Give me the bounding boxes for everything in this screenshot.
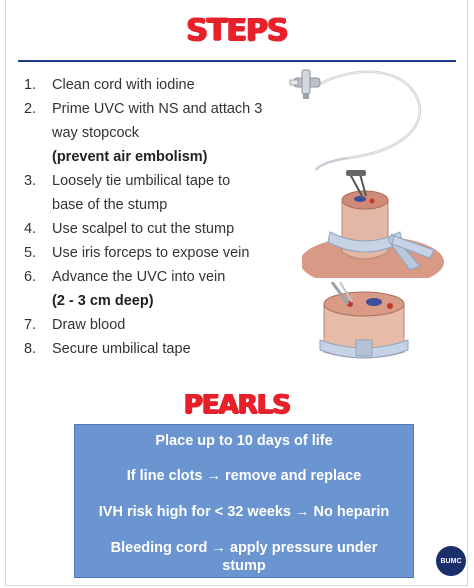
pearl-2: If line clots → remove and replace	[126, 468, 362, 484]
step-text: Loosely tie umbilical tape to	[52, 173, 231, 189]
pearl-4-continued: stump	[222, 558, 266, 574]
pearl-1: Place up to 10 days of life	[155, 433, 333, 449]
pearl-4: Bleeding cord → apply pressure under	[110, 540, 378, 556]
step-number: 6.	[24, 269, 37, 285]
step-text: Advance the UVC into vein	[52, 269, 226, 285]
title-divider	[18, 60, 456, 62]
catheter-vein-insertion-illustration	[314, 282, 414, 362]
step-note: (prevent air embolism)	[52, 149, 208, 165]
step-number: 8.	[24, 341, 37, 357]
bumc-logo: BUMC	[436, 546, 466, 576]
step-2	[24, 97, 284, 169]
step-number: 3.	[24, 173, 37, 189]
step-number: 1.	[24, 77, 37, 93]
pearls-title: PEARLS	[183, 390, 291, 420]
step-number: 4.	[24, 221, 37, 237]
step-text-continued: way stopcock	[52, 125, 140, 141]
step-text-continued: base of the stump	[52, 197, 168, 213]
step-text: Secure umbilical tape	[52, 341, 191, 357]
step-text: Use scalpel to cut the stump	[52, 221, 235, 237]
step-number: 7.	[24, 317, 37, 333]
step-5	[24, 241, 284, 265]
step-6	[24, 265, 284, 313]
step-text: Prime UVC with NS and attach 3	[52, 101, 263, 117]
umbilical-stump-tape-illustration	[302, 170, 452, 278]
step-number: 2.	[24, 101, 37, 117]
pearl-3: IVH risk high for < 32 weeks → No heparin	[98, 504, 390, 520]
step-note: (2 - 3 cm deep)	[52, 293, 154, 309]
steps-list	[24, 73, 284, 361]
step-8	[24, 337, 284, 361]
step-text: Use iris forceps to expose vein	[52, 245, 250, 261]
step-text: Draw blood	[52, 317, 126, 333]
step-4	[24, 217, 284, 241]
step-7	[24, 313, 284, 337]
pearls-box	[74, 424, 414, 578]
step-number: 5.	[24, 245, 37, 261]
step-text: Clean cord with iodine	[52, 77, 195, 93]
step-1	[24, 73, 284, 97]
steps-title: STEPS	[186, 13, 288, 48]
step-3	[24, 169, 284, 217]
catheter-stopcock-illustration	[288, 66, 448, 174]
